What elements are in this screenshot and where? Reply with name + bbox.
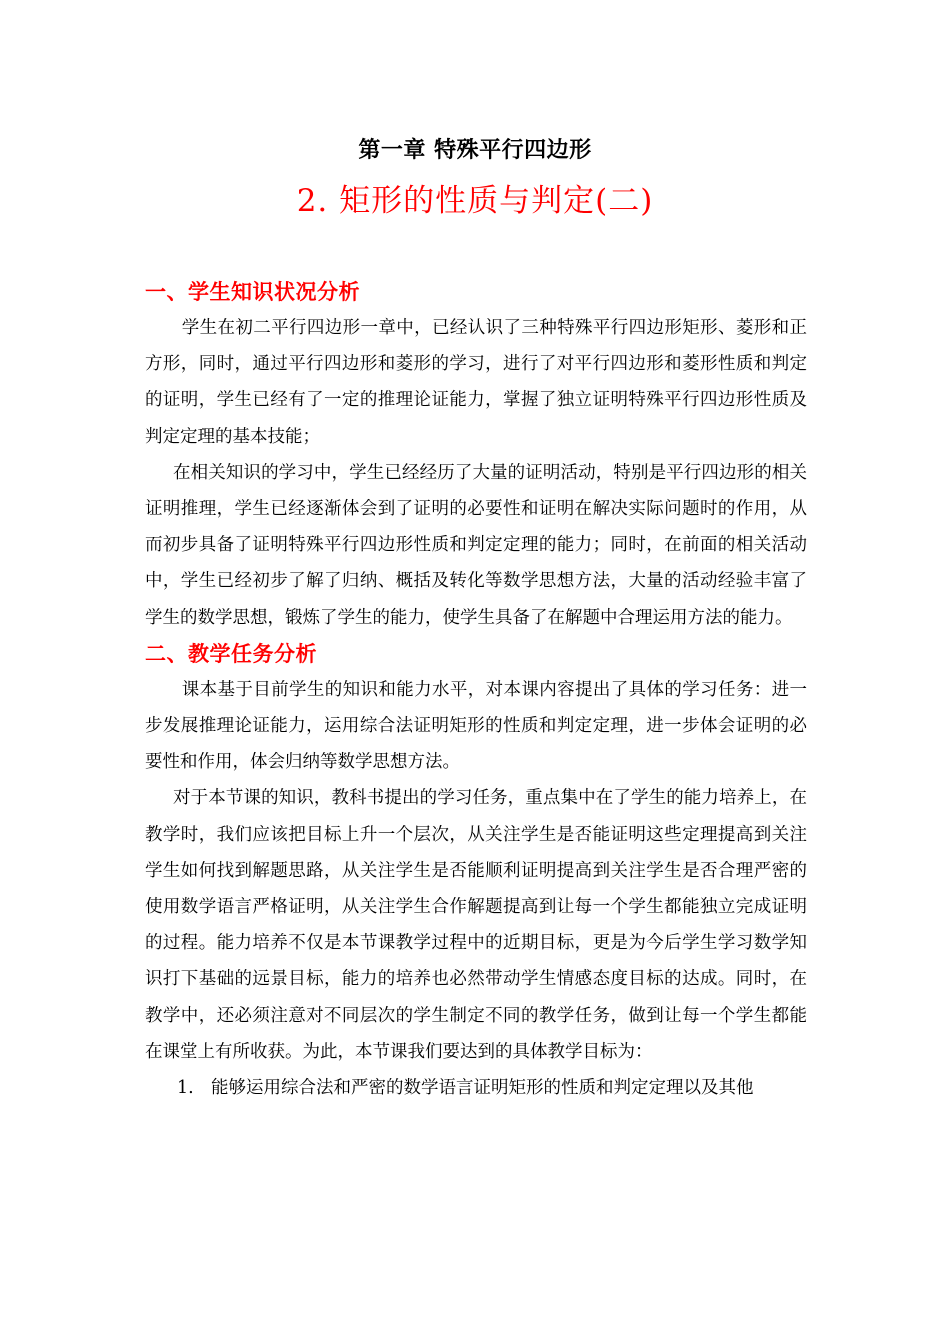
paragraph: 学生在初二平行四边形一章中，已经认识了三种特殊平行四边形矩形、菱形和正方形，同时，通过平行四边形和菱形的学习，进行了对平行四边形和菱形性质和判定的证明，学生已经有了一定的推理论证能力，掌握了独立证明特殊平行四边形性质及判定定理的基本技能； — [145, 318, 807, 447]
paragraph: 对于本节课的知识，教科书提出的学习任务，重点集中在了学生的能力培养上，在教学时，我们应该把目标上升一个层次，从关注学生是否能证明这些定理提高到关注学生如何找到解题思路，从关注学生是否能顺利证明提高到关注学生是否合理严密的使用数学语言严格证明，从关注学生合作解题提高到让每一个学生都能独立完成证明的过程。能力培养不仅是本节课教学过程中的近期目标，更是为今后学生学习数学知识打下基础的远景目标，能力的培养也必然带动学生情感态度目标的达成。同时，在教学中，还必须注意对不同层次的学生制定不同的教学任务，做到让每一个学生都能在课堂上有所收获。为此，本节课我们要达到的具体教学目标为： — [145, 788, 807, 1062]
section-heading-student-analysis: 一、学生知识状况分析 — [145, 279, 360, 304]
lesson-title: 2. 矩形的性质与判定(二) — [296, 183, 654, 219]
paragraph: 课本基于目前学生的知识和能力水平，对本课内容提出了具体的学习任务：进一步发展推理论证能力，运用综合法证明矩形的性质和判定定理，进一步体会证明的必要性和作用，体会归纳等数学思想方法。 — [145, 679, 807, 773]
list-item-number: 1. — [177, 1078, 194, 1099]
paragraph: 在相关知识的学习中，学生已经经历了大量的证明活动，特别是平行四边形的相关证明推理，学生已经逐渐体会到了证明的必要性和证明在解决实际问题时的作用，从而初步具备了证明特殊平行四边形性质和判定定理的能力；同时，在前面的相关活动中，学生已经初步了解了归纳、概括及转化等数学思想方法，大量的活动经验丰富了学生的数学思想，锻炼了学生的能力，使学生具备了在解题中合理运用方法的能力。 — [145, 462, 807, 628]
list-item — [145, 1070, 807, 1106]
document-body — [145, 268, 807, 1106]
list-item-text: 能够运用综合法和严密的数学语言证明矩形的性质和判定定理以及其他 — [211, 1078, 754, 1099]
section-heading-task-analysis: 二、教学任务分析 — [145, 640, 317, 666]
chapter-title: 第一章 特殊平行四边形 — [358, 137, 592, 163]
